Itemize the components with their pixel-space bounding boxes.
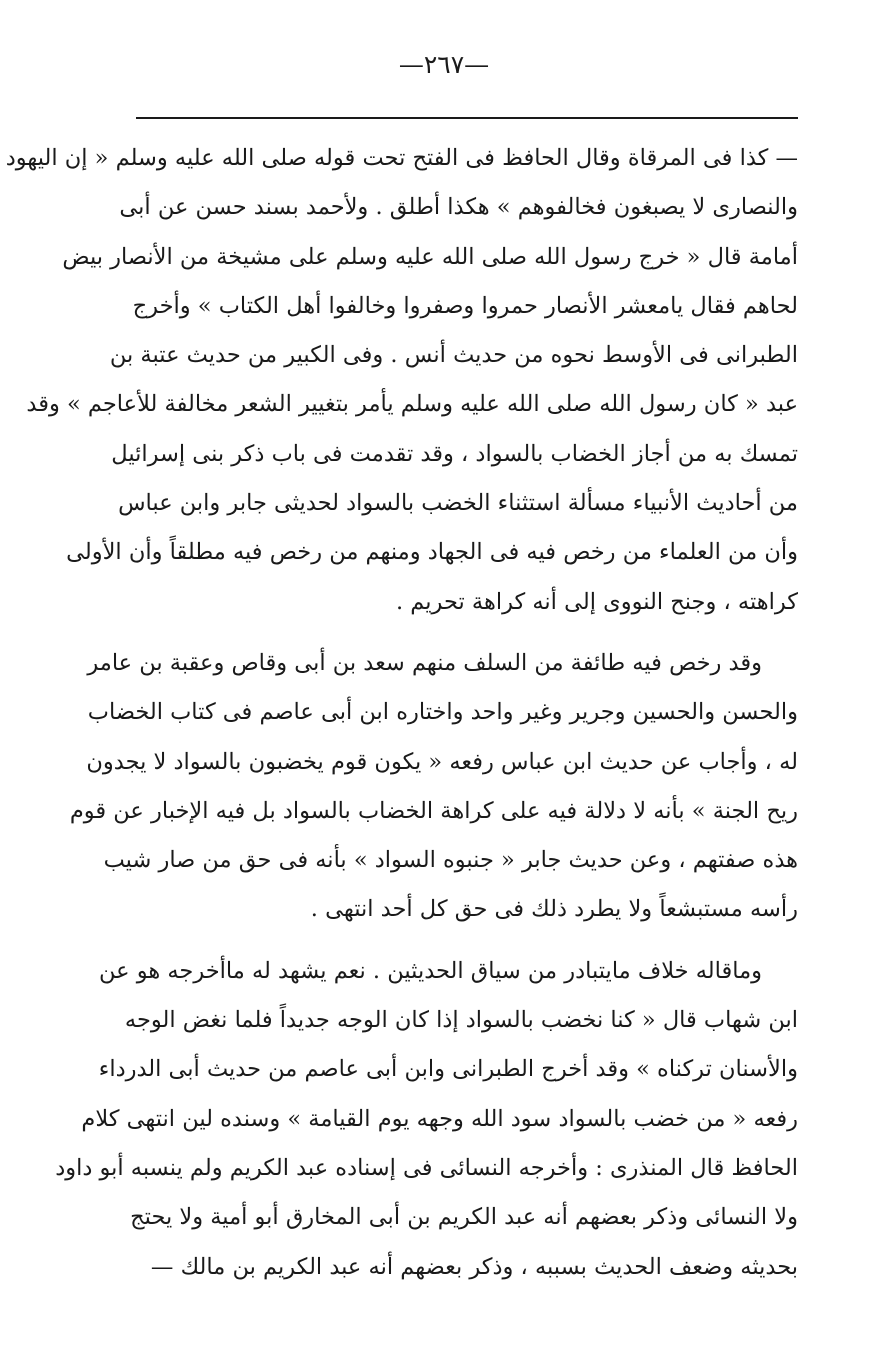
text-line: كراهته ، وجنح النووى إلى أنه كراهة تحريم . <box>396 588 798 615</box>
text-line: والنصارى لا يصبغون فخالفوهم » هكذا أطلق . ولأحمد بسند حسن عن أبى <box>119 194 798 221</box>
text-line: وأن من العلماء من رخص فيه فى الجهاد ومنهم من رخص فيه مطلقاً وأن الأولى <box>66 539 798 566</box>
text-line: من أحاديث الأنبياء مسألة استثناء الخضب بالسواد لحديثى جابر وابن عباس <box>118 490 798 517</box>
commentary-text <box>5 134 798 1292</box>
text-line: — كذا فى المرقاة وقال الحافظ فى الفتح تحت قوله صلى الله عليه وسلم « إن اليهود <box>5 145 798 171</box>
page-number: —٢٦٧— <box>398 50 490 79</box>
text-line: له ، وأجاب عن حديث ابن عباس رفعه « يكون قوم يخضبون بالسواد لا يجدون <box>86 748 798 775</box>
text-line: بحديثه وضعف الحديث بسببه ، وذكر بعضهم أنه عبد الكريم بن مالك — <box>150 1253 798 1280</box>
text-line: هذه صفتهم ، وعن حديث جابر « جنبوه السواد » بأنه فى حق من صار شيب <box>103 847 798 874</box>
text-line: الحافظ قال المنذرى : وأخرجه النسائى فى إسناده عبد الكريم ولم ينسبه أبو داود <box>55 1154 798 1181</box>
text-line: وقد رخص فيه طائفة من السلف منهم سعد بن أبى وقاص وعقبة بن عامر <box>87 649 762 676</box>
text-line: أمامة قال « خرج رسول الله صلى الله عليه وسلم على مشيخة من الأنصار بيض <box>62 243 798 270</box>
text-line: والأسنان تركناه » وقد أخرج الطبرانى وابن أبى عاصم من حديث أبى الدرداء <box>98 1056 798 1083</box>
text-line: تمسك به من أجاز الخضاب بالسواد ، وقد تقدمت فى باب ذكر بنى إسرائيل <box>111 440 798 467</box>
text-line: لحاهم فقال يامعشر الأنصار حمروا وصفروا وخالفوا أهل الكتاب » وأخرج <box>132 292 798 319</box>
text-line: وماقاله خلاف مايتبادر من سياق الحديثين . نعم يشهد له ماأخرجه هو عن <box>99 957 762 984</box>
text-line: رفعه « من خضب بالسواد سود الله وجهه يوم القيامة » وسنده لين انتهى كلام <box>81 1105 798 1132</box>
header-rule <box>136 117 798 119</box>
text-line: رأسه مستبشعاً ولا يطرد ذلك فى حق كل أحد انتهى . <box>310 896 798 923</box>
paragraph-gap <box>136 627 798 639</box>
text-line: والحسن والحسين وجرير وغير واحد واختاره ابن أبى عاصم فى كتاب الخضاب <box>87 699 798 726</box>
paragraph-gap <box>136 935 798 947</box>
text-line: عبد « كان رسول الله صلى الله عليه وسلم يأمر بتغيير الشعر مخالفة للأعاجم » وقد <box>26 391 798 418</box>
text-line: ابن شهاب قال « كنا نخضب بالسواد إذا كان الوجه جديداً فلما نغض الوجه <box>124 1007 798 1034</box>
text-line: ولا النسائى وذكر بعضهم أنه عبد الكريم بن أبى المخارق أبو أمية ولا يحتج <box>130 1204 798 1231</box>
text-line: ريح الجنة » بأنه لا دلالة فيه على كراهة الخضاب بالسواد بل فيه الإخبار عن قوم <box>69 797 798 824</box>
text-line: الطبرانى فى الأوسط نحوه من حديث أنس . وفى الكبير من حديث عتبة بن <box>109 342 798 369</box>
